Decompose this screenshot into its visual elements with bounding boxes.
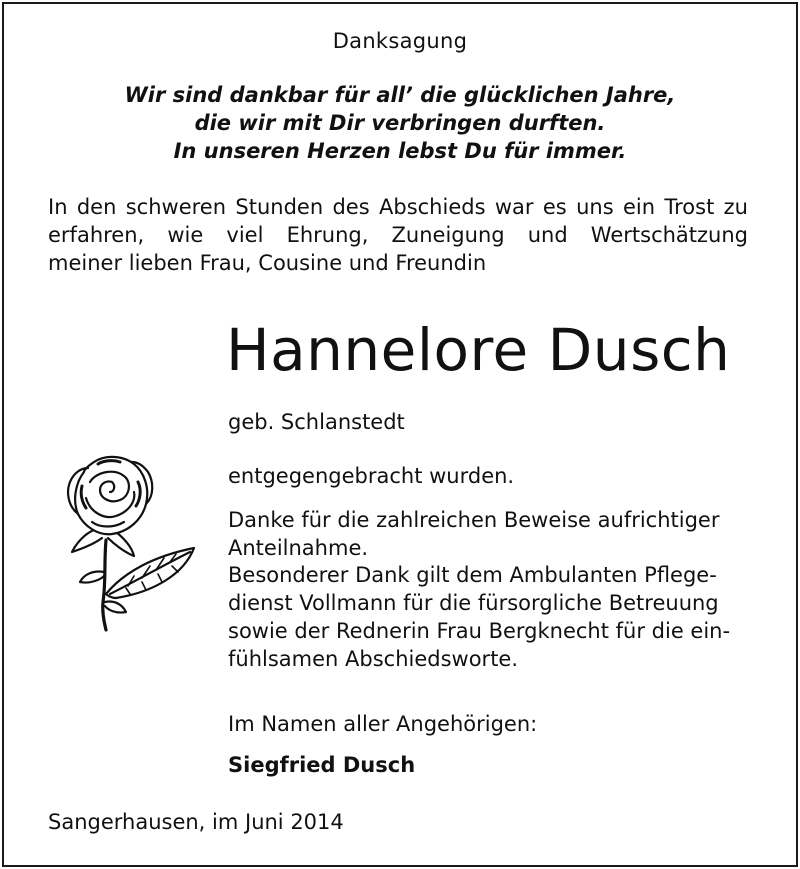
signer-name: Siegfried Dusch bbox=[228, 753, 416, 777]
notice-heading: Danksagung bbox=[332, 29, 468, 53]
body-line-3: Anteilnahme. bbox=[228, 536, 369, 560]
body-line-5: dienst Vollmann für die fürsorgliche Betreuung bbox=[228, 591, 719, 615]
intro-line-1: In den schweren Stunden des Abschieds war es uns ein Trost zu bbox=[48, 195, 748, 219]
rose-icon bbox=[54, 452, 204, 634]
birth-name: geb. Schlanstedt bbox=[228, 410, 405, 434]
deceased-name: Hannelore Dusch bbox=[226, 316, 731, 384]
body-line-2: Danke für die zahlreichen Beweise aufrichtiger bbox=[228, 508, 720, 532]
intro-line-3: meiner lieben Frau, Cousine und Freundin bbox=[48, 251, 487, 275]
intro-line-2: erfahren, wie viel Ehrung, Zuneigung und Wertschätzung bbox=[48, 223, 748, 247]
family-line: Im Namen aller Angehörigen: bbox=[228, 712, 538, 736]
place-date: Sangerhausen, im Juni 2014 bbox=[48, 810, 344, 834]
body-line-7: fühlsamen Abschiedsworte. bbox=[228, 647, 519, 671]
body-line-1: entgegengebracht wurden. bbox=[228, 464, 515, 488]
motto-line-1: Wir sind dankbar für all’ die glücklichen Jahre, bbox=[124, 83, 676, 107]
body-line-6: sowie der Rednerin Frau Bergknecht für die ein- bbox=[228, 619, 731, 643]
body-line-4: Besonderer Dank gilt dem Ambulanten Pflege- bbox=[228, 563, 717, 587]
motto-line-3: In unseren Herzen lebst Du für immer. bbox=[173, 139, 627, 163]
motto-line-2: die wir mit Dir verbringen durften. bbox=[194, 111, 606, 135]
